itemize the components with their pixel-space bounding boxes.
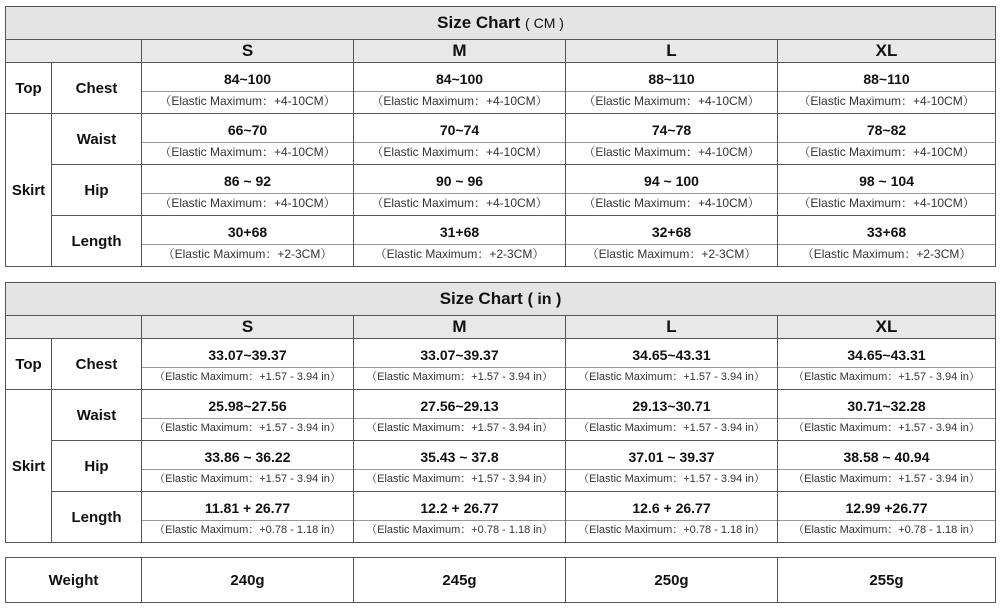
cell-note: （Elastic Maximum：+1.57 - 3.94 in）: [778, 418, 995, 437]
table-row: [6, 492, 996, 543]
cell-note: （Elastic Maximum：+0.78 - 1.18 in）: [354, 520, 565, 539]
cell-value: 34.65~43.31: [847, 346, 926, 363]
cell-note: （Elastic Maximum：+4-10CM）: [142, 142, 353, 161]
cell-note: （Elastic Maximum：+4-10CM）: [142, 91, 353, 110]
cell-value: 88~110: [648, 70, 695, 87]
cell-note: （Elastic Maximum：+4-10CM）: [142, 193, 353, 212]
table-row: [6, 558, 996, 603]
title-row: [6, 7, 996, 40]
cell-note: （Elastic Maximum：+4-10CM）: [354, 91, 565, 110]
row-label-length: Length: [52, 216, 142, 267]
cell-value: 12.99 +26.77: [845, 499, 928, 516]
table-row: [6, 441, 996, 492]
table-cell: [566, 339, 778, 390]
table-cell: [354, 216, 566, 267]
cell-note: （Elastic Maximum：+1.57 - 3.94 in）: [778, 469, 995, 488]
row-label-length: Length: [52, 492, 142, 543]
cell-value: 88~110: [863, 70, 910, 87]
cell-note: （Elastic Maximum：+4-10CM）: [778, 193, 995, 212]
cell-value: 27.56~29.13: [420, 397, 499, 414]
cell-note: （Elastic Maximum：+1.57 - 3.94 in）: [778, 367, 995, 386]
size-header-corner: [6, 316, 142, 339]
table-cell: [142, 63, 354, 114]
table-cell: [354, 165, 566, 216]
cell-value: 70~74: [439, 121, 480, 138]
row-label-chest: Chest: [52, 63, 142, 114]
cell-value: 33.07~39.37: [208, 346, 287, 363]
table-cell: [354, 492, 566, 543]
cell-value: 33.86 ~ 36.22: [204, 448, 291, 465]
table-cell: [142, 339, 354, 390]
cell-value: 25.98~27.56: [208, 397, 287, 414]
group-label-top: Top: [6, 339, 52, 390]
size-header-l: L: [566, 40, 778, 63]
cell-note: （Elastic Maximum：+1.57 - 3.94 in）: [566, 367, 777, 386]
table-cell: [566, 165, 778, 216]
size-header-m: M: [354, 40, 566, 63]
chart-title-unit: ( CM ): [525, 15, 564, 31]
cell-note: （Elastic Maximum：+4-10CM）: [778, 142, 995, 161]
table-cell: [354, 339, 566, 390]
cell-value: 35.43 ~ 37.8: [420, 448, 499, 465]
group-label-skirt: Skirt: [6, 390, 52, 543]
weight-value-xl: 255g: [778, 558, 996, 603]
table-cell: [778, 216, 996, 267]
cell-note: （Elastic Maximum：+2-3CM）: [354, 244, 565, 263]
table-cell: [566, 492, 778, 543]
title-row: [6, 283, 996, 316]
cell-note: （Elastic Maximum：+4-10CM）: [778, 91, 995, 110]
cell-value: 90 ~ 96: [435, 172, 484, 189]
size-header-m: M: [354, 316, 566, 339]
table-cell: [566, 216, 778, 267]
table-cell: [778, 63, 996, 114]
cell-value: 86 ~ 92: [223, 172, 272, 189]
cell-note: （Elastic Maximum：+0.78 - 1.18 in）: [778, 520, 995, 539]
size-chart-cm: [5, 6, 996, 267]
table-cell: [142, 390, 354, 441]
size-header-s: S: [142, 316, 354, 339]
cell-note: （Elastic Maximum：+1.57 - 3.94 in）: [566, 469, 777, 488]
cell-value: 12.6 + 26.77: [632, 499, 711, 516]
size-header-s: S: [142, 40, 354, 63]
table-cell: [566, 114, 778, 165]
cell-value: 30+68: [227, 223, 268, 240]
table-row: [6, 63, 996, 114]
chart-title-unit: ( in ): [527, 291, 562, 308]
table-cell: [142, 114, 354, 165]
table-cell: [354, 441, 566, 492]
cell-value: 38.58 ~ 40.94: [843, 448, 930, 465]
cell-value: 33+68: [866, 223, 907, 240]
group-label-top: Top: [6, 63, 52, 114]
table-cell: [778, 165, 996, 216]
cell-note: （Elastic Maximum：+4-10CM）: [354, 193, 565, 212]
table-cell: [142, 165, 354, 216]
cell-value: 11.81 + 26.77: [204, 499, 291, 516]
row-label-hip: Hip: [52, 165, 142, 216]
table-cell: [778, 114, 996, 165]
cell-value: 30.71~32.28: [847, 397, 926, 414]
chart-title-text: Size Chart: [437, 13, 521, 32]
size-header-corner: [6, 40, 142, 63]
table-cell: [354, 390, 566, 441]
cell-note: （Elastic Maximum：+4-10CM）: [354, 142, 565, 161]
cell-value: 12.2 + 26.77: [420, 499, 499, 516]
cell-value: 32+68: [651, 223, 692, 240]
cell-note: （Elastic Maximum：+2-3CM）: [142, 244, 353, 263]
cell-value: 66~70: [227, 121, 268, 138]
weight-value-l: 250g: [566, 558, 778, 603]
cell-note: （Elastic Maximum：+1.57 - 3.94 in）: [354, 367, 565, 386]
cell-note: （Elastic Maximum：+4-10CM）: [566, 91, 777, 110]
row-label-waist: Waist: [52, 390, 142, 441]
table-cell: [142, 441, 354, 492]
cell-value: 84~100: [223, 70, 272, 87]
table-cell: [566, 63, 778, 114]
weight-table: [5, 557, 996, 603]
size-header-l: L: [566, 316, 778, 339]
row-label-waist: Waist: [52, 114, 142, 165]
cell-note: （Elastic Maximum：+4-10CM）: [566, 193, 777, 212]
cell-value: 74~78: [651, 121, 692, 138]
table-row: [6, 114, 996, 165]
table-cell: [778, 339, 996, 390]
chart-title: [6, 7, 996, 40]
cell-value: 94 ~ 100: [644, 172, 699, 189]
table-cell: [778, 492, 996, 543]
cell-note: （Elastic Maximum：+0.78 - 1.18 in）: [142, 520, 353, 539]
cell-note: （Elastic Maximum：+2-3CM）: [778, 244, 995, 263]
cell-value: 33.07~39.37: [420, 346, 499, 363]
cell-note: （Elastic Maximum：+4-10CM）: [566, 142, 777, 161]
table-cell: [566, 441, 778, 492]
table-cell: [142, 492, 354, 543]
cell-note: （Elastic Maximum：+0.78 - 1.18 in）: [566, 520, 777, 539]
cell-note: （Elastic Maximum：+1.57 - 3.94 in）: [142, 469, 353, 488]
table-row: [6, 165, 996, 216]
cell-note: （Elastic Maximum：+1.57 - 3.94 in）: [354, 469, 565, 488]
weight-label: Weight: [6, 558, 142, 603]
cell-note: （Elastic Maximum：+2-3CM）: [566, 244, 777, 263]
table-cell: [778, 441, 996, 492]
size-header-xl: XL: [778, 40, 996, 63]
table-cell: [778, 390, 996, 441]
chart-title: [6, 283, 996, 316]
table-row: [6, 339, 996, 390]
size-header-xl: XL: [778, 316, 996, 339]
cell-value: 31+68: [439, 223, 480, 240]
table-cell: [354, 63, 566, 114]
row-label-chest: Chest: [52, 339, 142, 390]
size-header-row: [6, 316, 996, 339]
row-label-hip: Hip: [52, 441, 142, 492]
table-cell: [354, 114, 566, 165]
size-header-row: [6, 40, 996, 63]
cell-note: （Elastic Maximum：+1.57 - 3.94 in）: [142, 418, 353, 437]
cell-value: 98 ~ 104: [859, 172, 914, 189]
table-row: [6, 216, 996, 267]
chart-title-text: Size Chart: [439, 289, 523, 308]
table-cell: [142, 216, 354, 267]
group-label-skirt: Skirt: [6, 114, 52, 267]
weight-value-s: 240g: [142, 558, 354, 603]
size-chart-in: [5, 282, 996, 543]
table-cell: [566, 390, 778, 441]
cell-value: 34.65~43.31: [632, 346, 711, 363]
weight-value-m: 245g: [354, 558, 566, 603]
cell-value: 37.01 ~ 39.37: [628, 448, 715, 465]
cell-note: （Elastic Maximum：+1.57 - 3.94 in）: [566, 418, 777, 437]
cell-note: （Elastic Maximum：+1.57 - 3.94 in）: [142, 367, 353, 386]
cell-value: 29.13~30.71: [632, 397, 711, 414]
table-row: [6, 390, 996, 441]
cell-note: （Elastic Maximum：+1.57 - 3.94 in）: [354, 418, 565, 437]
cell-value: 84~100: [435, 70, 484, 87]
cell-value: 78~82: [866, 121, 907, 138]
